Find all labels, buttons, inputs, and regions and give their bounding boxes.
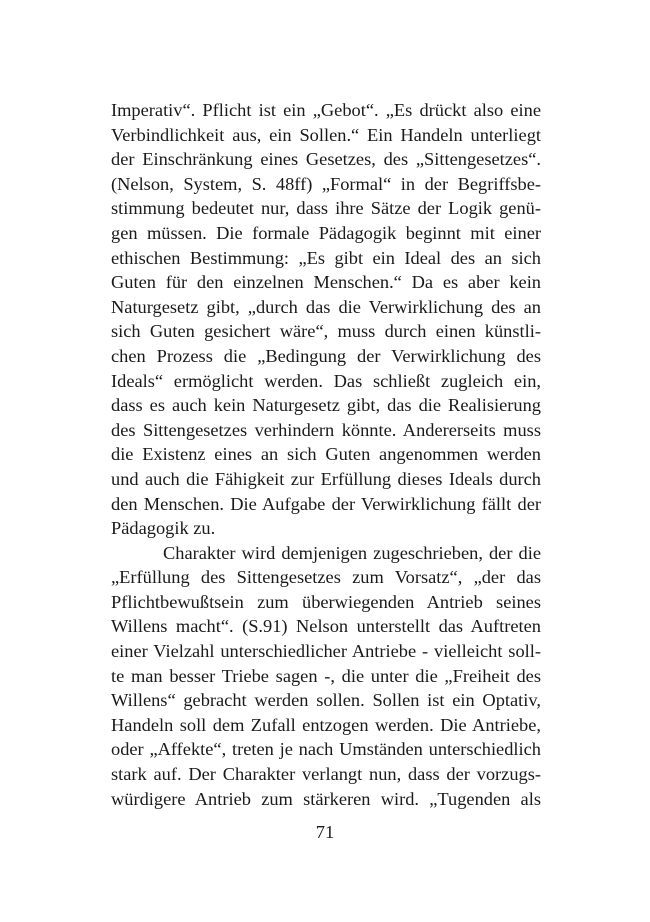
text-line: te man besser Triebe sagen -, die unter die „Freiheit des <box>111 665 541 686</box>
text-line: Ideals“ ermöglicht werden. Das schließt zugleich ein, <box>111 370 541 391</box>
text-line: „Erfüllung des Sittengesetzes zum Vorsatz“, „der das <box>111 567 541 588</box>
text-line: Handeln soll dem Zufall entzogen werden. Die Antriebe, <box>111 714 541 735</box>
text-line: Pädagogik zu. <box>111 518 216 539</box>
body-text <box>111 98 541 811</box>
text-line: einer Vielzahl unterschiedlicher Antriebe - vielleicht soll- <box>111 641 541 662</box>
text-line: stimmung bedeutet nur, dass ihre Sätze der Logik genü- <box>111 198 541 219</box>
text-line: die Existenz eines an sich Guten angenommen werden <box>111 444 541 465</box>
text-line: und auch die Fähigkeit zur Erfüllung dieses Ideals durch <box>111 468 541 489</box>
text-line: Charakter wird demjenigen zugeschrieben, der die <box>163 542 541 563</box>
text-line: ethischen Bestimmung: „Es gibt ein Ideal des an sich <box>111 247 541 268</box>
text-line: chen Prozess die „Bedingung der Verwirklichung des <box>111 345 541 366</box>
text-line: stark auf. Der Charakter verlangt nun, dass der vorzugs- <box>111 764 541 785</box>
text-line: Naturgesetz gibt, „durch das die Verwirklichung des an <box>111 296 541 317</box>
text-line: (Nelson, System, S. 48ff) „Formal“ in der Begriffsbe- <box>111 173 541 194</box>
text-line: dass es auch kein Naturgesetz gibt, das die Realisierung <box>111 395 541 416</box>
text-line: Imperativ“. Pflicht ist ein „Gebot“. „Es drückt also eine <box>111 100 541 120</box>
text-line: der Einschränkung eines Gesetzes, des „Sittengesetzes“. <box>111 149 541 170</box>
text-line: Guten für den einzelnen Menschen.“ Da es aber kein <box>111 272 541 293</box>
text-line: sich Guten gesichert wäre“, muss durch einen künstli- <box>111 321 541 342</box>
paragraph-2 <box>111 541 541 812</box>
text-line: gen müssen. Die formale Pädagogik beginnt mit einer <box>111 222 541 243</box>
text-line: den Menschen. Die Aufgabe der Verwirklichung fällt der <box>111 493 541 514</box>
text-line: des Sittengesetzes verhindern könnte. Andererseits muss <box>111 419 541 440</box>
page-number: 71 <box>315 822 335 842</box>
text-line: Willens macht“. (S.91) Nelson unterstellt das Auftreten <box>111 616 541 637</box>
text-line: Pflichtbewußtsein zum überwiegenden Antrieb seines <box>111 591 541 612</box>
text-line: würdigere Antrieb zum stärkeren wird. „Tugenden als <box>111 788 541 809</box>
paragraph-1 <box>111 98 541 541</box>
text-line: Willens“ gebracht werden sollen. Sollen ist ein Optativ, <box>111 690 541 711</box>
text-line: oder „Affekte“, treten je nach Umständen unterschiedlich <box>111 739 541 760</box>
text-line: Verbindlichkeit aus, ein Sollen.“ Ein Handeln unterliegt <box>111 124 541 145</box>
